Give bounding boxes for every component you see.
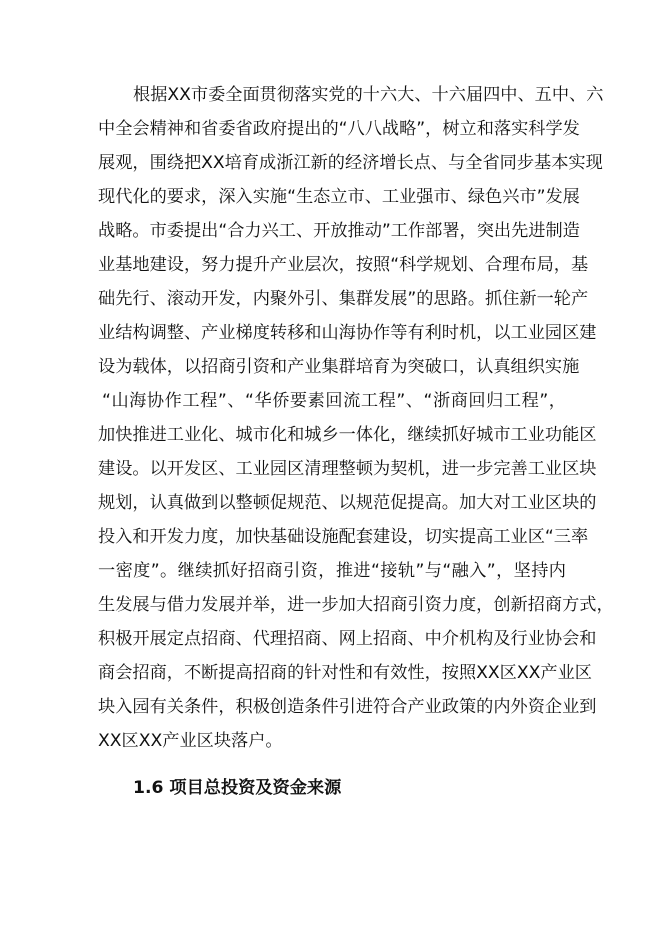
paragraph-line: 一密度”。继续抓好招商引资，推进“接轨”与“融入”，坚持内 xyxy=(98,561,566,581)
paragraph-line: 现代化的要求，深入实施“生态立市、工业强市、绿色兴市”发展 xyxy=(98,187,580,207)
paragraph-line: “山海协作工程”、“华侨要素回流工程”、“浙商回归工程”， xyxy=(102,391,566,411)
section-heading: 1.6 项目总投资及资金来源 xyxy=(133,778,342,798)
paragraph-line: 展观，围绕把XX培育成浙江新的经济增长点、与全省同步基本实现 xyxy=(98,153,603,173)
paragraph-line: 业结构调整、产业梯度转移和山海协作等有利时机，以工业园区建 xyxy=(98,323,597,343)
paragraph-line: 设为载体，以招商引资和产业集群培育为突破口，认真组织实施 xyxy=(98,357,580,377)
paragraph-line: 生发展与借力发展并举，进一步加大招商引资力度，创新招商方式， xyxy=(98,595,614,615)
paragraph-line: 根据XX市委全面贯彻落实党的十六大、十六届四中、五中、六 xyxy=(133,85,604,105)
paragraph-line: 加快推进工业化、城市化和城乡一体化，继续抓好城市工业功能区 xyxy=(98,425,597,445)
paragraph-line: 建设。以开发区、工业园区清理整顿为契机，进一步完善工业区块 xyxy=(98,459,597,479)
paragraph-line: XX区XX产业区块落户。 xyxy=(98,731,283,751)
paragraph-line: 商会招商，不断提高招商的针对性和有效性，按照XX区XX产业区 xyxy=(98,663,592,683)
paragraph-line: 积极开展定点招商、代理招商、网上招商、中介机构及行业协会和 xyxy=(98,629,597,649)
paragraph-line: 投入和开发力度，加快基础设施配套建设，切实提高工业区“三率 xyxy=(98,527,589,547)
paragraph-line: 规划，认真做到以整顿促规范、以规范促提高。加大对工业区块的 xyxy=(98,493,597,513)
paragraph-line: 战略。市委提出“合力兴工、开放推动”工作部署，突出先进制造 xyxy=(98,221,580,241)
paragraph-line: 业基地建设，努力提升产业层次，按照“科学规划、合理布局，基 xyxy=(98,255,589,275)
paragraph-line: 础先行、滚动开发，内聚外引、集群发展”的思路。抓住新一轮产 xyxy=(98,289,589,309)
paragraph-line: 块入园有关条件，积极创造条件引进符合产业政策的内外资企业到 xyxy=(98,697,597,717)
paragraph-line: 中全会精神和省委省政府提出的“八八战略”，树立和落实科学发 xyxy=(98,119,580,139)
